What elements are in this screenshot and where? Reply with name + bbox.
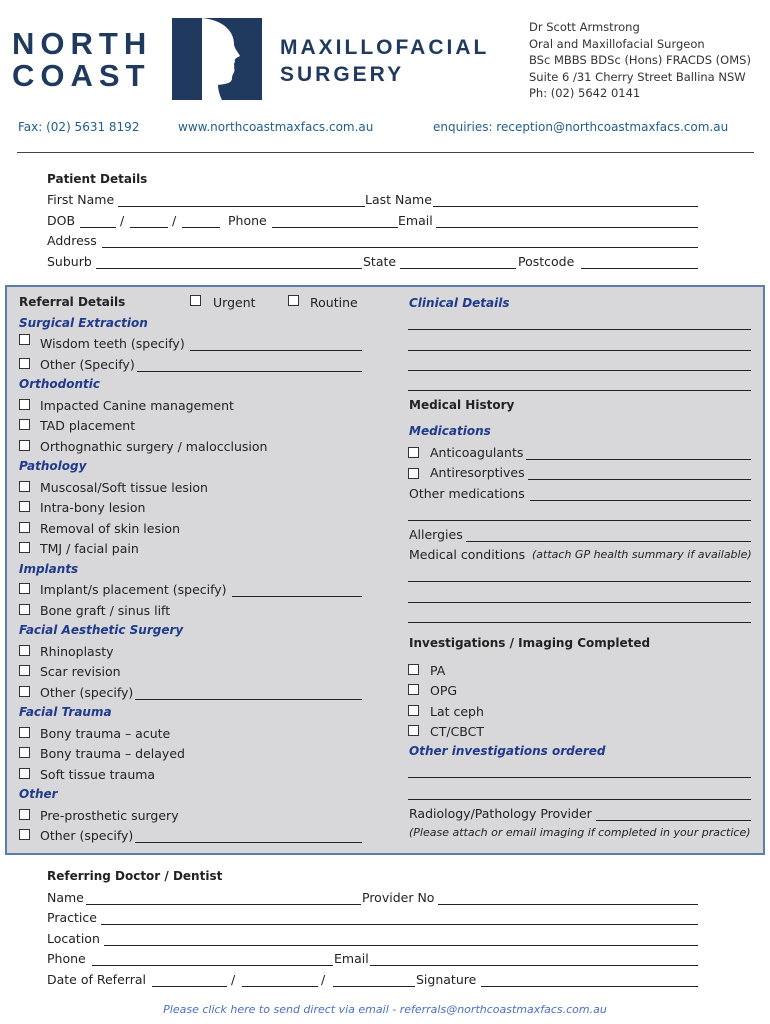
last-name-label: Last Name <box>365 192 432 207</box>
dob-day-field[interactable] <box>80 227 116 228</box>
dob-slash: / <box>172 213 177 228</box>
allergies-label: Allergies <box>409 527 463 542</box>
ct-cbct-label: CT/CBCT <box>430 724 485 739</box>
clinical-line-2[interactable] <box>408 350 751 351</box>
tad-placement-checkbox[interactable] <box>19 419 30 430</box>
doctor-phone: Ph: (02) 5642 0141 <box>529 86 641 100</box>
practice-field[interactable] <box>101 924 698 925</box>
last-name-field[interactable] <box>433 206 698 207</box>
dob-year-field[interactable] <box>182 227 220 228</box>
wisdom-teeth-checkbox[interactable] <box>19 334 30 345</box>
pa-label: PA <box>430 663 446 678</box>
date-slash: / <box>321 972 326 987</box>
antiresorptives-field[interactable] <box>528 479 751 480</box>
investigations-title: Investigations / Imaging Completed <box>409 636 651 650</box>
date-of-referral-label: Date of Referral <box>47 972 146 987</box>
bone-graft-label: Bone graft / sinus lift <box>40 603 171 618</box>
opg-label: OPG <box>430 683 458 698</box>
postcode-field[interactable] <box>581 268 698 269</box>
clinical-line-3[interactable] <box>408 370 751 371</box>
impacted-canine-label: Impacted Canine management <box>40 398 234 413</box>
aesthetic-other-checkbox[interactable] <box>19 686 30 697</box>
urgent-label: Urgent <box>213 295 256 310</box>
provider-no-field[interactable] <box>438 904 698 905</box>
dob-label: DOB <box>47 213 76 228</box>
rhinoplasty-checkbox[interactable] <box>19 645 30 656</box>
referrer-email-field[interactable] <box>370 965 698 966</box>
category-pathology: Pathology <box>19 459 87 473</box>
ct-cbct-checkbox[interactable] <box>408 725 419 736</box>
conditions-line-1[interactable] <box>408 581 751 582</box>
referring-doctor-title: Referring Doctor / Dentist <box>47 869 223 883</box>
opg-checkbox[interactable] <box>408 684 419 695</box>
category-facial-trauma: Facial Trauma <box>19 705 112 719</box>
doctor-info <box>529 19 751 102</box>
email-label: Email <box>398 213 433 228</box>
bony-delayed-checkbox[interactable] <box>19 747 30 758</box>
brand-line2: SURGERY <box>280 63 405 86</box>
enquiries-email[interactable]: enquiries: reception@northcoastmaxfacs.com.au <box>433 120 729 134</box>
anticoagulants-checkbox[interactable] <box>408 447 419 458</box>
phone-label: Phone <box>228 213 267 228</box>
wisdom-teeth-label: Wisdom teeth (specify) <box>40 336 185 351</box>
dob-month-field[interactable] <box>130 227 168 228</box>
surgical-other-field[interactable] <box>137 371 362 372</box>
other-medications-label: Other medications <box>409 486 525 501</box>
tmj-checkbox[interactable] <box>19 542 30 553</box>
date-slash: / <box>231 972 236 987</box>
logo-wordmark <box>12 28 152 92</box>
tmj-label: TMJ / facial pain <box>40 541 139 556</box>
location-label: Location <box>47 931 100 946</box>
antiresorptives-checkbox[interactable] <box>408 468 419 479</box>
implant-placement-checkbox[interactable] <box>19 583 30 594</box>
email-field[interactable] <box>436 227 698 228</box>
doctor-title: Oral and Maxillofacial Surgeon <box>529 36 705 51</box>
logo-line1: NORTH <box>12 26 153 61</box>
dob-slash: / <box>120 213 125 228</box>
bony-acute-label: Bony trauma – acute <box>40 726 171 741</box>
referral-year-field[interactable] <box>333 986 415 987</box>
category-other: Other <box>19 787 58 801</box>
surgical-other-label: Other (Specify) <box>40 357 135 372</box>
bony-delayed-label: Bony trauma – delayed <box>40 746 185 761</box>
antiresorptives-label: Antiresorptives <box>430 465 525 480</box>
header-divider <box>17 152 754 153</box>
other-other-label: Other (specify) <box>40 828 134 843</box>
doctor-qualifications: BSc MBBS BDSc (Hons) FRACDS (OMS) <box>529 53 751 67</box>
other-other-field[interactable] <box>135 842 362 843</box>
skin-lesion-checkbox[interactable] <box>19 522 30 533</box>
referral-details-title: Referral Details <box>19 295 126 309</box>
routine-checkbox[interactable] <box>288 295 299 306</box>
radiology-provider-label: Radiology/Pathology Provider <box>409 806 592 821</box>
intrabony-lesion-checkbox[interactable] <box>19 501 30 512</box>
surgical-other-checkbox[interactable] <box>19 358 30 369</box>
orthognathic-label: Orthognathic surgery / malocclusion <box>40 439 268 454</box>
anticoagulants-field[interactable] <box>526 459 751 460</box>
category-facial-aesthetic: Facial Aesthetic Surgery <box>19 623 184 637</box>
impacted-canine-checkbox[interactable] <box>19 399 30 410</box>
mucosal-lesion-label: Muscosal/Soft tissue lesion <box>40 480 208 495</box>
referrer-phone-field[interactable] <box>92 965 333 966</box>
doctor-name: Dr Scott Armstrong <box>529 20 640 34</box>
preprosthetic-checkbox[interactable] <box>19 809 30 820</box>
urgent-checkbox[interactable] <box>190 295 201 306</box>
signature-label: Signature <box>416 972 477 987</box>
tad-placement-label: TAD placement <box>40 418 136 433</box>
suburb-field[interactable] <box>96 268 362 269</box>
phone-field[interactable] <box>272 227 398 228</box>
allergies-field[interactable] <box>466 541 751 542</box>
lat-ceph-label: Lat ceph <box>430 704 484 719</box>
medical-conditions-note: (attach GP health summary if available) <box>532 548 752 561</box>
referrer-email-label: Email <box>334 951 369 966</box>
medical-conditions-label: Medical conditions <box>409 547 526 562</box>
referral-day-field[interactable] <box>152 986 227 987</box>
address-field[interactable] <box>102 247 698 248</box>
logo-line2: COAST <box>12 58 151 93</box>
scar-revision-label: Scar revision <box>40 664 121 679</box>
patient-details-title: Patient Details <box>47 172 148 186</box>
pa-checkbox[interactable] <box>408 664 419 675</box>
soft-tissue-trauma-checkbox[interactable] <box>19 768 30 779</box>
location-field[interactable] <box>104 945 698 946</box>
fax-number: Fax: (02) 5631 8192 <box>18 120 140 134</box>
conditions-line-3[interactable] <box>408 622 751 623</box>
referrer-name-field[interactable] <box>86 904 361 905</box>
category-implants: Implants <box>19 562 79 576</box>
lat-ceph-checkbox[interactable] <box>408 705 419 716</box>
practice-label: Practice <box>47 910 97 925</box>
website-link[interactable]: www.northcoastmaxfacs.com.au <box>178 120 374 134</box>
intrabony-lesion-label: Intra-bony lesion <box>40 500 146 515</box>
category-surgical-extraction: Surgical Extraction <box>19 316 148 330</box>
first-name-field[interactable] <box>118 206 365 207</box>
state-field[interactable] <box>400 268 516 269</box>
soft-tissue-trauma-label: Soft tissue trauma <box>40 767 156 782</box>
bony-acute-checkbox[interactable] <box>19 727 30 738</box>
referrer-name-label: Name <box>47 890 84 905</box>
aesthetic-other-field[interactable] <box>135 699 362 700</box>
radiology-note: (Please attach or email imaging if completed in your practice) <box>409 826 751 839</box>
clinical-details-title: Clinical Details <box>409 296 510 310</box>
bone-graft-checkbox[interactable] <box>19 604 30 615</box>
other-medications-field[interactable] <box>530 500 751 501</box>
clinical-line-1[interactable] <box>408 329 751 330</box>
radiology-provider-field[interactable] <box>596 820 751 821</box>
brand-line1: MAXILLOFACIAL <box>280 36 490 59</box>
skin-lesion-label: Removal of skin lesion <box>40 521 181 536</box>
brand-name <box>280 34 489 88</box>
implant-placement-field[interactable] <box>232 596 362 597</box>
scar-revision-checkbox[interactable] <box>19 665 30 676</box>
state-label: State <box>363 254 397 269</box>
preprosthetic-label: Pre-prosthetic surgery <box>40 808 179 823</box>
referral-month-field[interactable] <box>242 986 318 987</box>
implant-placement-label: Implant/s placement (specify) <box>40 582 227 597</box>
conditions-line-2[interactable] <box>408 602 751 603</box>
referrer-phone-label: Phone <box>47 951 86 966</box>
clinical-line-4[interactable] <box>408 390 751 391</box>
mucosal-lesion-checkbox[interactable] <box>19 481 30 492</box>
other-investigations-line-2[interactable] <box>408 799 751 800</box>
category-orthodontic: Orthodontic <box>19 377 100 391</box>
aesthetic-other-label: Other (specify) <box>40 685 134 700</box>
anticoagulants-label: Anticoagulants <box>430 445 524 460</box>
medical-history-title: Medical History <box>409 398 515 412</box>
address-label: Address <box>47 233 97 248</box>
face-profile-logo-icon <box>172 18 262 100</box>
postcode-label: Postcode <box>518 254 575 269</box>
first-name-label: First Name <box>47 192 115 207</box>
provider-no-label: Provider No <box>362 890 435 905</box>
wisdom-teeth-field[interactable] <box>190 350 362 351</box>
other-other-checkbox[interactable] <box>19 829 30 840</box>
orthognathic-checkbox[interactable] <box>19 440 30 451</box>
signature-field[interactable] <box>481 986 698 987</box>
email-referral-link[interactable]: Please click here to send direct via email - referrals@northcoastmaxfacs.com.au <box>163 1003 607 1016</box>
other-medications-line-2[interactable] <box>408 520 751 521</box>
medications-title: Medications <box>409 424 491 438</box>
other-investigations-title: Other investigations ordered <box>409 744 606 758</box>
routine-label: Routine <box>310 295 358 310</box>
other-investigations-line-1[interactable] <box>408 777 751 778</box>
suburb-label: Suburb <box>47 254 92 269</box>
doctor-address: Suite 6 /31 Cherry Street Ballina NSW <box>529 69 746 84</box>
rhinoplasty-label: Rhinoplasty <box>40 644 114 659</box>
